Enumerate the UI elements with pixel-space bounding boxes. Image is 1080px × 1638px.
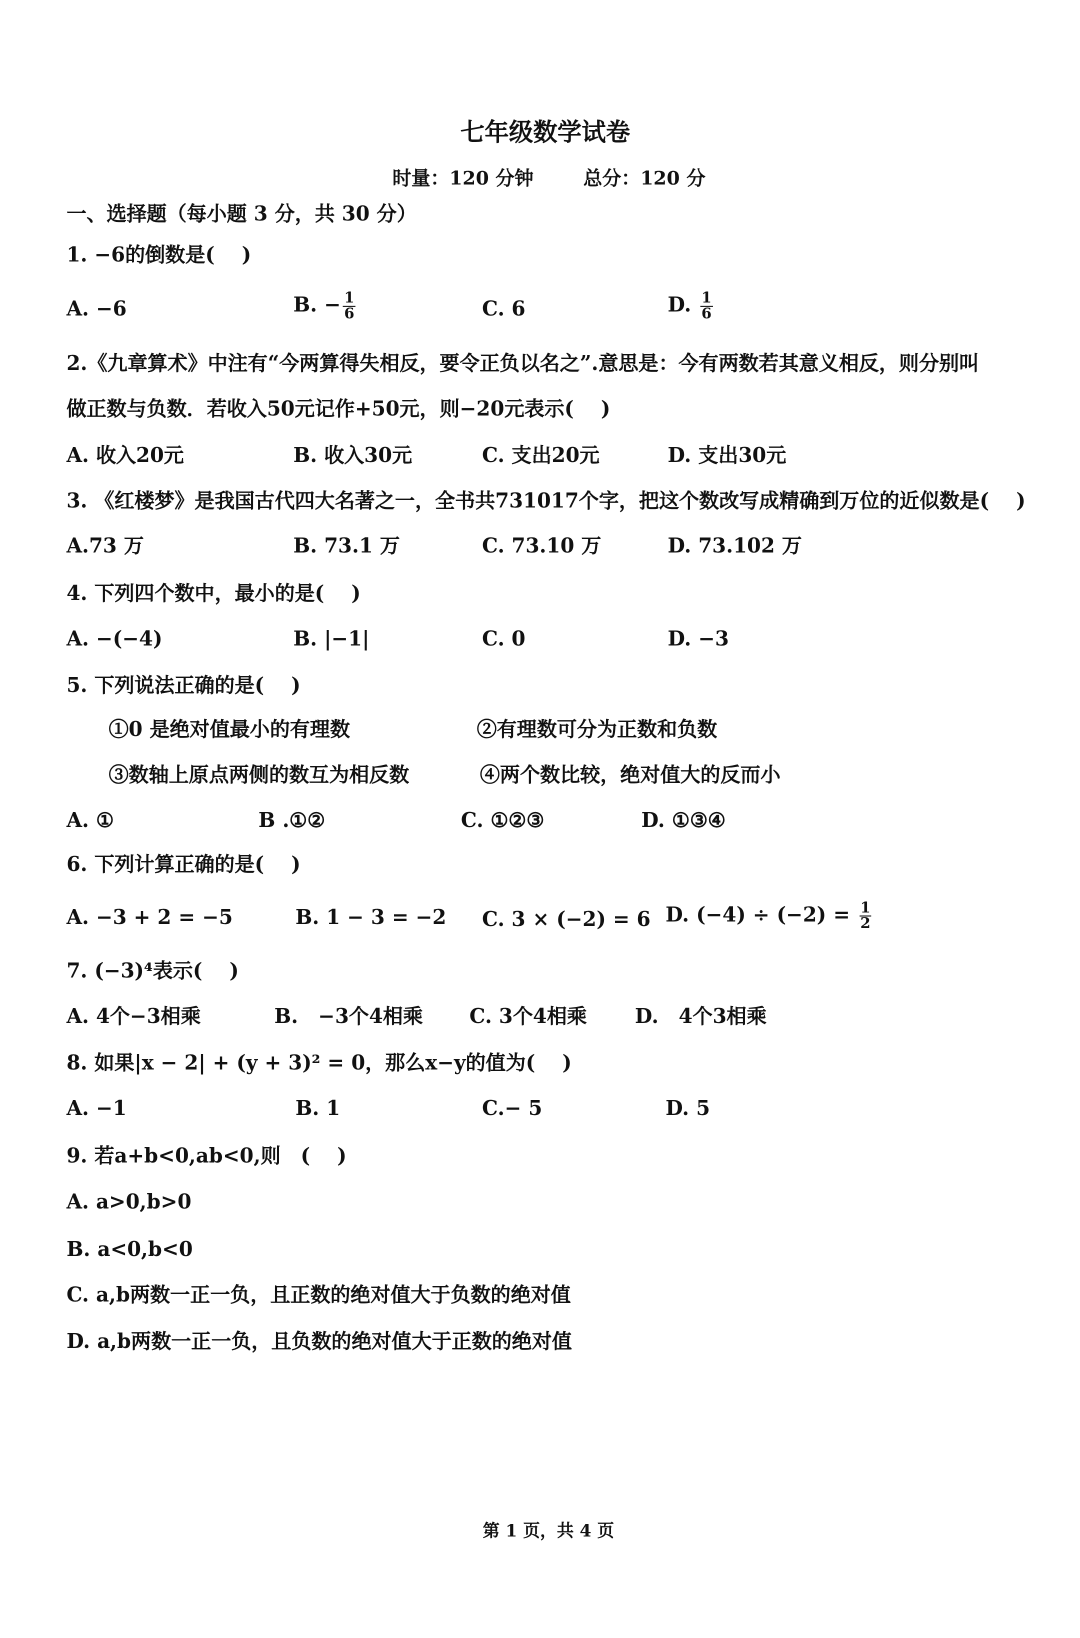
q6-option-b: B. 1 − 3 = −2 [295, 905, 447, 930]
page-title: 七年级数学试卷 [460, 118, 631, 147]
denominator: 6 [344, 305, 355, 323]
q8-option-c: C.− 5 [481, 1096, 543, 1121]
q2-option-b: B. 收入30元 [293, 444, 413, 468]
q5-statement-3: ③数轴上原点两侧的数互为相反数 [108, 763, 410, 787]
denominator: 6 [701, 305, 712, 323]
q9-stem: 9. 若a+b<0,ab<0,则 ( ) [66, 1144, 347, 1168]
q4-option-c: C. 0 [481, 627, 526, 651]
q9-option-c: C. a,b两数一正一负，且正数的绝对值大于负数的绝对值 [66, 1283, 571, 1307]
score-label: 总分：120 分 [583, 167, 706, 190]
q7-option-b: B. −3个4相乘 [274, 1005, 423, 1029]
q7-option-d: D. 4个3相乘 [634, 1005, 767, 1029]
numerator: 1 [701, 290, 712, 307]
q5-statement-2: ②有理数可分为正数和负数 [476, 718, 718, 742]
q4-option-a: A. −(−4) [66, 627, 163, 651]
q6-d-prefix: D. (−4) ÷ (−2) = [665, 903, 858, 927]
q1-b-prefix: B. − [293, 293, 341, 317]
q5-option-c: C. ①②③ [460, 808, 545, 833]
q3-option-d: D. 73.102 万 [667, 534, 802, 558]
q2-option-d: D. 支出30元 [667, 444, 787, 468]
q9-option-b: B. a<0,b<0 [66, 1238, 193, 1262]
page-footer: 第 1 页，共 4 页 [482, 1520, 615, 1541]
q2-stem-line1: 2.《九章算术》中注有“今两算得失相反，要令正负以名之”.意思是：今有两数若其意义相反，则分别叫 [66, 352, 980, 376]
q1-stem: 1. −6的倒数是( ) [66, 243, 252, 267]
time-label: 时量：120 分钟 [392, 167, 534, 190]
q8-option-b: B. 1 [295, 1096, 341, 1121]
fraction [859, 901, 871, 932]
fraction [700, 291, 712, 322]
q4-option-d: D. −3 [667, 627, 729, 651]
q7-option-c: C. 3个4相乘 [469, 1005, 587, 1029]
q5-statement-1: ①0 是绝对值最小的有理数 [108, 718, 350, 742]
q1-option-d [668, 291, 713, 322]
q2-stem-line2: 做正数与负数．若收入50元记作+50元，则−20元表示( ) [66, 397, 611, 421]
q2-option-c: C. 支出20元 [481, 444, 600, 468]
q8-option-d: D. 5 [665, 1096, 711, 1121]
q9-option-a: A. a>0,b>0 [66, 1190, 192, 1214]
q9-option-d: D. a,b两数一正一负，且负数的绝对值大于正数的绝对值 [66, 1329, 572, 1354]
q3-stem: 3. 《红楼梦》是我国古代四大名著之一，全书共731017个字，把这个数改写成精确到万位的近似数是( ) [66, 489, 1026, 513]
numerator: 1 [860, 899, 871, 917]
q2-option-a: A. 收入20元 [66, 444, 184, 468]
q3-option-c: C. 73.10 万 [481, 534, 602, 558]
fraction [343, 291, 355, 322]
section-heading: 一、选择题（每小题 3 分，共 30 分） [66, 202, 417, 226]
q7-stem: 7. (−3)⁴表示( ) [66, 959, 239, 983]
q5-option-d: D. ①③④ [641, 808, 726, 833]
q6-option-c: C. 3 × (−2) = 6 [481, 908, 651, 932]
q3-option-a: A.73 万 [66, 534, 144, 558]
numerator: 1 [344, 290, 355, 307]
q8-option-a: A. −1 [66, 1096, 127, 1121]
q6-stem: 6. 下列计算正确的是( ) [66, 853, 301, 877]
q6-option-a: A. −3 + 2 = −5 [66, 905, 233, 930]
q6-option-d [666, 901, 872, 932]
q4-stem: 4. 下列四个数中，最小的是( ) [66, 582, 361, 606]
q7-option-a: A. 4个−3相乘 [66, 1005, 201, 1029]
q1-option-b [293, 291, 355, 322]
q1-option-a: A. −6 [66, 297, 127, 321]
q5-option-a: A. ① [66, 808, 114, 833]
q4-option-b: B. |−1| [293, 627, 370, 651]
q1-option-c: C. 6 [481, 297, 526, 321]
q5-stem: 5. 下列说法正确的是( ) [66, 673, 301, 698]
denominator: 2 [860, 915, 871, 933]
q8-stem: 8. 如果|x − 2| + (y + 3)² = 0，那么x−y的值为( ) [66, 1051, 572, 1075]
q3-option-b: B. 73.1 万 [293, 534, 400, 558]
q5-statement-4: ④两个数比较，绝对值大的反而小 [479, 763, 781, 787]
q5-option-b: B .①② [258, 808, 326, 833]
q1-d-prefix: D. [667, 293, 699, 317]
